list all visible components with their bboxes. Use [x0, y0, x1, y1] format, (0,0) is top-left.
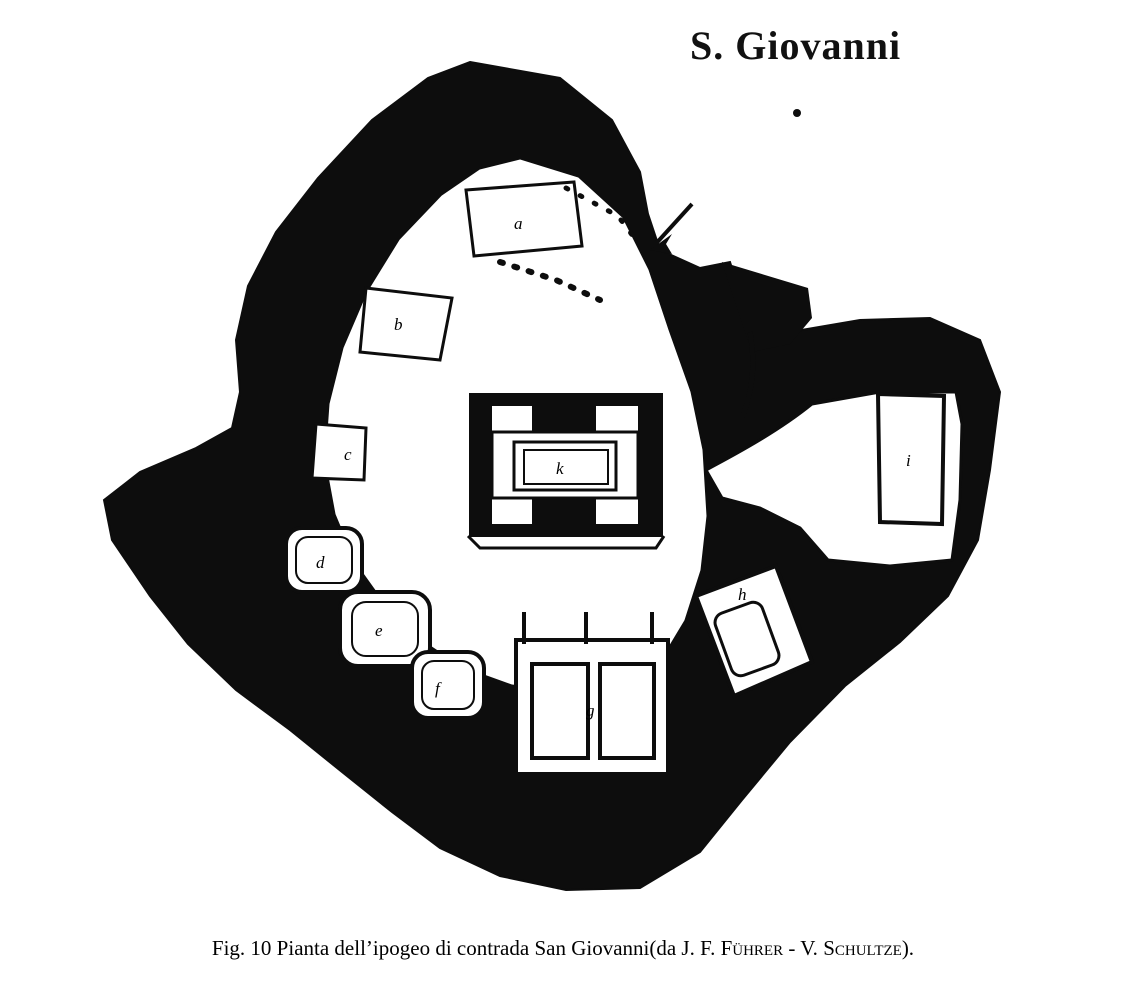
caption-author-two: Schultze [823, 936, 902, 960]
caption-prefix: Fig. 10 Pianta dell’ipogeo di contrada San Giovanni(da J. F. [211, 936, 721, 960]
chamber-a [466, 182, 582, 256]
caption-suffix: ). [901, 936, 915, 960]
chamber-label-g: g [586, 701, 595, 720]
chamber-label-k: k [556, 459, 564, 478]
chamber-label-a: a [514, 214, 523, 233]
chamber-label-e: e [375, 621, 383, 640]
north-arrow [650, 204, 692, 254]
chamber-d [286, 528, 362, 592]
chamber-label-i: i [906, 451, 911, 470]
chamber-label-d: d [316, 553, 325, 572]
chamber-label-h: h [738, 585, 747, 604]
chamber-label-f: f [435, 679, 440, 698]
chamber-label-c: c [344, 445, 352, 464]
plan-title: S. Giovanni [690, 23, 902, 68]
ink-dot [793, 109, 801, 117]
chamber-i [878, 394, 944, 524]
chamber-b [360, 288, 452, 360]
caption-separator: - V. [783, 936, 824, 960]
figure-caption [0, 936, 1126, 961]
chamber-f [412, 652, 484, 718]
chamber-label-b: b [394, 315, 403, 334]
caption-author-one: Führer [720, 936, 784, 960]
chamber-c [312, 424, 366, 480]
central-tomb-monument [468, 394, 664, 548]
